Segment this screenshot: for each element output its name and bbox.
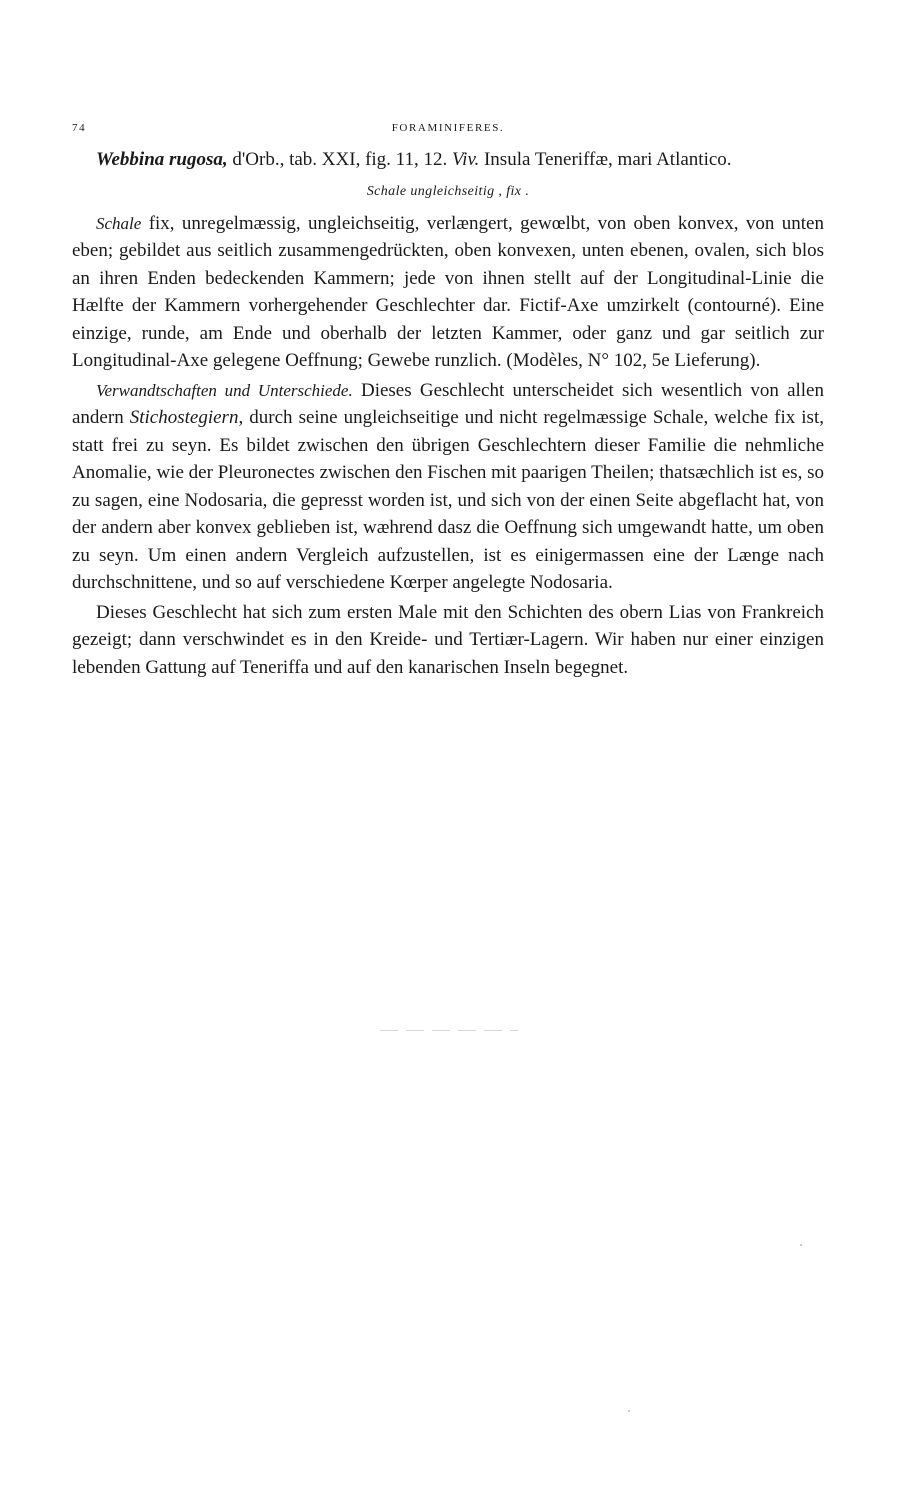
- speck-mark: [800, 1244, 802, 1246]
- species-name: Webbina rugosa,: [96, 149, 228, 170]
- text-block: [72, 146, 824, 681]
- affinities-paragraph: [72, 377, 824, 597]
- section-divider: [380, 1030, 518, 1031]
- affinities-text-a: Dieses Geschlecht unterscheidet sich wesentlich von allen andern: [72, 379, 824, 428]
- description-paragraph: [72, 210, 824, 375]
- speck-mark: [628, 1410, 630, 1412]
- affinities-label: Verwandtschaften und Unterschiede.: [96, 380, 353, 400]
- species-locality: Insula Teneriffæ, mari Atlantico.: [479, 149, 732, 170]
- affinities-term: Stichostegiern: [129, 407, 239, 428]
- page-number: 74: [72, 122, 87, 134]
- viv-abbrev: Viv.: [451, 149, 480, 170]
- description-label: Schale: [96, 213, 142, 233]
- species-entry: [72, 146, 824, 174]
- species-citation: d'Orb., tab. XXI, fig. 11, 12.: [227, 149, 452, 170]
- section-heading: Schale ungleichseitig , fix .: [366, 183, 530, 199]
- description-text: fix, unregelmæssig, ungleichseitig, verlængert, gewœlbt, von oben konvex, von unten eben; gebildet aus seitlich zusammengedrückten, oben konvexen, unten ebenen, ovalen, sich blos an ihren Enden bedeckenden Kammern; jede von ihnen stellt auf der Longitudinal-Linie die Hælfte der Kammern vorhergehender Geschlechter dar. Fictif-Axe umzirkelt (contourné). Eine einzige, runde, am Ende und oberhalb der letzten Kammer, oder ganz und gar seitlich zur Longitudinal-Axe gelegene Oeffnung; Gewebe runzlich. (Modèles, N° 102, 5e Lieferung).: [72, 212, 824, 371]
- running-title: FORAMINIFERES.: [391, 122, 505, 134]
- running-head: [72, 122, 824, 138]
- affinities-text-b: , durch seine ungleichseitige und nicht regelmæssige Schale, welche fix ist, statt frei zu seyn. Es bildet zwischen den übrigen Geschlechtern dieser Familie die nehmliche Anomalie, wie der Pleuronectes zwischen den Fischen mit paarigen Theilen; thatsæchlich ist es, so zu sagen, eine Nodosaria, die gepresst worden ist, und sich von der einen Seite abgeflacht hat, von der andern aber konvex geblieben ist, wæhrend dasz die Oeffnung sich umgewandt hatte, um oben zu seyn. Um einen andern Vergleich aufzustellen, ist es einigermassen eine der Længe nach durchschnittene, und so auf verschiedene Kœrper angelegte Nodosaria.: [72, 407, 824, 593]
- distribution-paragraph: Dieses Geschlecht hat sich zum ersten Male mit den Schichten des obern Lias von Frankreich gezeigt; dann verschwindet es in den Kreide- und Tertiær-Lagern. Wir haben nur einer einzigen lebenden Gattung auf Teneriffa und auf den kanarischen Inseln begegnet.: [72, 601, 824, 678]
